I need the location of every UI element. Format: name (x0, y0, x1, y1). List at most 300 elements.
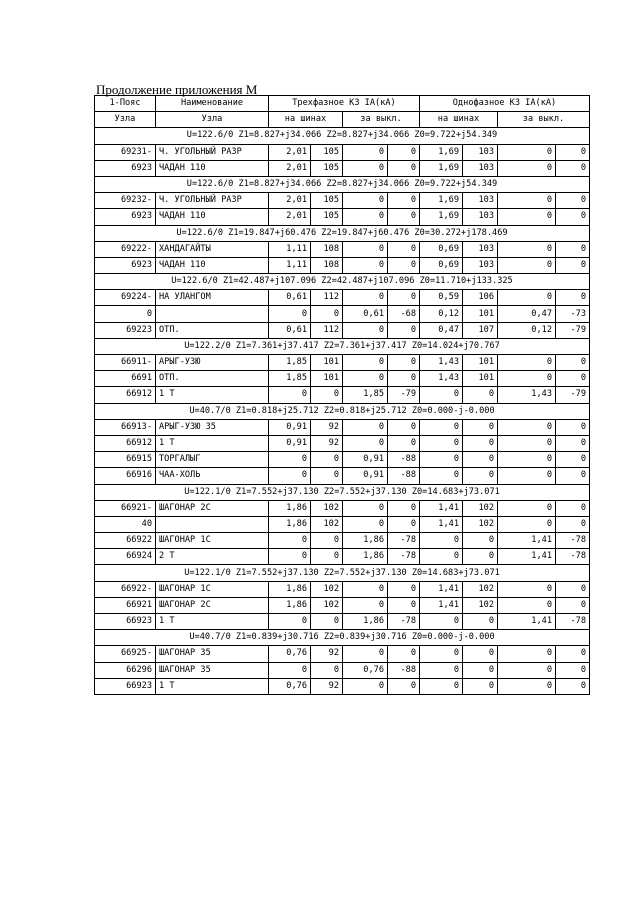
node-cell: 66921 (95, 597, 156, 613)
node-name-cell: ЧАДАН 110 (156, 257, 269, 273)
value-cell: 1,85 (269, 371, 311, 387)
value-cell: 0 (498, 678, 556, 694)
table-row (95, 646, 590, 662)
value-cell: -88 (388, 662, 420, 678)
node-cell: 40 (95, 516, 156, 532)
value-cell: 105 (311, 209, 343, 225)
header-cell: Узла (95, 112, 156, 128)
value-cell: 0 (498, 290, 556, 306)
value-cell: 0 (556, 257, 590, 273)
value-cell: -68 (388, 306, 420, 322)
header-row-2 (95, 112, 590, 128)
node-name-cell (156, 516, 269, 532)
value-cell: 0,69 (420, 257, 463, 273)
value-cell: 101 (463, 371, 498, 387)
value-cell: 0 (269, 549, 311, 565)
value-cell: 1,69 (420, 193, 463, 209)
value-cell: 1,11 (269, 241, 311, 257)
value-cell: -73 (556, 306, 590, 322)
value-cell: 0 (463, 662, 498, 678)
value-cell: 0 (311, 387, 343, 403)
value-cell: 0 (311, 533, 343, 549)
value-cell: 0 (420, 678, 463, 694)
value-cell: 101 (463, 355, 498, 371)
node-name-cell: ШАГОНАР 35 (156, 662, 269, 678)
value-cell: 0 (269, 306, 311, 322)
value-cell: 0 (420, 435, 463, 451)
section-header-row (95, 128, 590, 144)
value-cell: 0 (498, 257, 556, 273)
value-cell: 0,61 (343, 306, 388, 322)
value-cell: 0 (556, 646, 590, 662)
value-cell: 0 (463, 387, 498, 403)
value-cell: 0 (420, 419, 463, 435)
table-row (95, 435, 590, 451)
value-cell: 0 (343, 160, 388, 176)
value-cell: 0 (343, 209, 388, 225)
section-header-row (95, 176, 590, 192)
value-cell: 1,43 (420, 371, 463, 387)
value-cell: 0 (343, 371, 388, 387)
value-cell: 0,12 (498, 322, 556, 338)
value-cell: 0,76 (269, 678, 311, 694)
value-cell: -78 (388, 614, 420, 630)
value-cell: 0 (498, 581, 556, 597)
table-row (95, 241, 590, 257)
value-cell: 0 (343, 290, 388, 306)
node-cell: 66912 (95, 435, 156, 451)
value-cell: 0 (498, 646, 556, 662)
value-cell: 102 (463, 581, 498, 597)
value-cell: 0 (463, 646, 498, 662)
value-cell: 0 (498, 371, 556, 387)
header-row-1 (95, 96, 590, 112)
table-row (95, 614, 590, 630)
value-cell: 112 (311, 290, 343, 306)
value-cell: 103 (463, 160, 498, 176)
value-cell: 1,86 (343, 533, 388, 549)
node-name-cell: ШАГОНАР 35 (156, 646, 269, 662)
section-header-row (95, 403, 590, 419)
table-row (95, 468, 590, 484)
node-name-cell: ТОРГАЛЫГ (156, 452, 269, 468)
section-parameters: U=122.1/0 Z1=7.552+j37.130 Z2=7.552+j37.130 Z0=14.683+j73.071 (95, 565, 590, 581)
value-cell: 0 (556, 290, 590, 306)
value-cell: 0 (343, 322, 388, 338)
node-name-cell: 1 Т (156, 614, 269, 630)
node-name-cell: ШАГОНАР 1С (156, 533, 269, 549)
value-cell: 0 (420, 387, 463, 403)
value-cell: 101 (311, 355, 343, 371)
value-cell: 92 (311, 678, 343, 694)
value-cell: 0 (269, 452, 311, 468)
value-cell: 1,41 (420, 500, 463, 516)
value-cell: 0 (311, 306, 343, 322)
value-cell: 101 (463, 306, 498, 322)
value-cell: 108 (311, 257, 343, 273)
table-row (95, 419, 590, 435)
value-cell: 2,01 (269, 160, 311, 176)
section-parameters: U=122.6/0 Z1=42.487+j107.096 Z2=42.487+j107.096 Z0=11.710+j133.325 (95, 274, 590, 290)
value-cell: 0 (269, 662, 311, 678)
value-cell: -88 (388, 468, 420, 484)
value-cell: -78 (388, 549, 420, 565)
value-cell: 0 (269, 468, 311, 484)
value-cell: 103 (463, 209, 498, 225)
header-cell: Наименование (156, 96, 269, 112)
node-cell: 66924 (95, 549, 156, 565)
node-name-cell: ХАНДАГАЙТЫ (156, 241, 269, 257)
table-row (95, 257, 590, 273)
value-cell: 0,59 (420, 290, 463, 306)
value-cell: 0 (388, 322, 420, 338)
value-cell: 0 (498, 452, 556, 468)
header-cell: Однофазное КЗ IA(кА) (420, 96, 590, 112)
value-cell: 0 (343, 419, 388, 435)
value-cell: 0 (463, 452, 498, 468)
node-name-cell: ЧАДАН 110 (156, 160, 269, 176)
value-cell: 0 (269, 533, 311, 549)
header-cell: за выкл. (343, 112, 420, 128)
value-cell: 0 (343, 581, 388, 597)
value-cell: 102 (311, 581, 343, 597)
header-cell: на шинах (420, 112, 498, 128)
header-cell: Узла (156, 112, 269, 128)
value-cell: 106 (463, 290, 498, 306)
value-cell: 0,91 (269, 419, 311, 435)
value-cell: 0 (388, 144, 420, 160)
value-cell: 0 (420, 549, 463, 565)
value-cell: 0 (420, 662, 463, 678)
value-cell: -78 (388, 533, 420, 549)
value-cell: 0 (498, 500, 556, 516)
value-cell: 0 (343, 193, 388, 209)
value-cell: 0 (343, 241, 388, 257)
node-name-cell: ШАГОНАР 1С (156, 581, 269, 597)
value-cell: 1,69 (420, 144, 463, 160)
value-cell: 0 (463, 468, 498, 484)
value-cell: 0 (498, 662, 556, 678)
value-cell: 92 (311, 419, 343, 435)
page-caption: Продолжение приложения М (96, 82, 258, 97)
value-cell: 102 (311, 516, 343, 532)
value-cell: 0 (343, 355, 388, 371)
value-cell: 0 (388, 581, 420, 597)
value-cell: 92 (311, 435, 343, 451)
value-cell: 1,41 (420, 597, 463, 613)
value-cell: 0 (498, 419, 556, 435)
node-cell: 6923 (95, 209, 156, 225)
node-cell: 66912 (95, 387, 156, 403)
table-row (95, 678, 590, 694)
section-header-row (95, 630, 590, 646)
value-cell: 0 (388, 290, 420, 306)
value-cell: 0 (388, 371, 420, 387)
value-cell: 0 (388, 160, 420, 176)
value-cell: -78 (556, 533, 590, 549)
value-cell: 1,43 (420, 355, 463, 371)
value-cell: 0 (556, 209, 590, 225)
node-cell: 66923 (95, 678, 156, 694)
node-name-cell: 1 Т (156, 678, 269, 694)
node-name-cell: ШАГОНАР 2С (156, 597, 269, 613)
value-cell: 0 (420, 614, 463, 630)
table-row (95, 290, 590, 306)
section-parameters: U=122.2/0 Z1=7.361+j37.417 Z2=7.361+j37.417 Z0=14.024+j70.767 (95, 338, 590, 354)
node-name-cell: АРЫГ-УЗЮ 35 (156, 419, 269, 435)
node-cell: 66915 (95, 452, 156, 468)
value-cell: 0 (498, 144, 556, 160)
value-cell: 0 (311, 614, 343, 630)
table-row (95, 581, 590, 597)
header-cell: Трехфазное КЗ IA(кА) (269, 96, 420, 112)
value-cell: 0 (343, 597, 388, 613)
node-cell: 0 (95, 306, 156, 322)
value-cell: 0 (388, 257, 420, 273)
section-header-row (95, 484, 590, 500)
value-cell: 0 (388, 435, 420, 451)
value-cell: 0 (556, 241, 590, 257)
node-cell: 66911- (95, 355, 156, 371)
value-cell: 0 (311, 452, 343, 468)
value-cell: 0 (388, 241, 420, 257)
value-cell: 1,85 (343, 387, 388, 403)
value-cell: 0 (388, 500, 420, 516)
value-cell: 2,01 (269, 209, 311, 225)
value-cell: 0,69 (420, 241, 463, 257)
value-cell: 0 (343, 500, 388, 516)
value-cell: 0 (556, 662, 590, 678)
value-cell: 0 (388, 355, 420, 371)
value-cell: 0 (311, 549, 343, 565)
value-cell: 0 (556, 597, 590, 613)
value-cell: 0 (388, 193, 420, 209)
table-row (95, 209, 590, 225)
value-cell: 1,41 (420, 581, 463, 597)
value-cell: 1,41 (420, 516, 463, 532)
value-cell: 0,47 (498, 306, 556, 322)
value-cell: 0,61 (269, 290, 311, 306)
value-cell: 0 (420, 533, 463, 549)
table-row (95, 355, 590, 371)
value-cell: 0 (556, 371, 590, 387)
value-cell: 0 (556, 160, 590, 176)
node-cell: 66922- (95, 581, 156, 597)
value-cell: 103 (463, 241, 498, 257)
value-cell: 0,76 (269, 646, 311, 662)
fault-current-table (94, 95, 590, 695)
value-cell: -79 (556, 322, 590, 338)
value-cell: 2,01 (269, 144, 311, 160)
node-name-cell: АРЫГ-УЗЮ (156, 355, 269, 371)
value-cell: 102 (463, 500, 498, 516)
value-cell: 105 (311, 160, 343, 176)
value-cell: 0 (556, 144, 590, 160)
value-cell: 0,61 (269, 322, 311, 338)
value-cell: 102 (311, 500, 343, 516)
node-name-cell: ЧАА-ХОЛЬ (156, 468, 269, 484)
value-cell: 1,86 (269, 516, 311, 532)
section-parameters: U=122.6/0 Z1=19.847+j60.476 Z2=19.847+j60.476 Z0=30.272+j178.469 (95, 225, 590, 241)
node-name-cell: НА УЛАНГОМ (156, 290, 269, 306)
value-cell: 0,47 (420, 322, 463, 338)
value-cell: 0 (343, 678, 388, 694)
value-cell: 0 (463, 533, 498, 549)
value-cell: 0 (556, 468, 590, 484)
value-cell: 0 (388, 597, 420, 613)
value-cell: 1,86 (269, 500, 311, 516)
value-cell: 108 (311, 241, 343, 257)
section-header-row (95, 565, 590, 581)
node-cell: 66925- (95, 646, 156, 662)
table-row (95, 516, 590, 532)
node-cell: 6923 (95, 257, 156, 273)
table-row (95, 160, 590, 176)
value-cell: 0 (556, 193, 590, 209)
value-cell: 92 (311, 646, 343, 662)
node-cell: 66296 (95, 662, 156, 678)
value-cell: 1,86 (343, 549, 388, 565)
value-cell: 1,69 (420, 209, 463, 225)
value-cell: 1,43 (498, 387, 556, 403)
value-cell: 1,86 (269, 581, 311, 597)
value-cell: 0 (498, 209, 556, 225)
value-cell: 0 (388, 516, 420, 532)
value-cell: 0 (343, 646, 388, 662)
value-cell: 0 (498, 597, 556, 613)
value-cell: 105 (311, 144, 343, 160)
node-cell: 66913- (95, 419, 156, 435)
section-header-row (95, 225, 590, 241)
value-cell: 101 (311, 371, 343, 387)
value-cell: 0 (498, 516, 556, 532)
value-cell: 102 (463, 516, 498, 532)
value-cell: -78 (556, 614, 590, 630)
node-name-cell: 2 Т (156, 549, 269, 565)
value-cell: 0 (498, 468, 556, 484)
node-cell: 69231- (95, 144, 156, 160)
value-cell: 0 (343, 144, 388, 160)
value-cell: 0 (498, 355, 556, 371)
value-cell: 0 (311, 662, 343, 678)
value-cell: 0,91 (269, 435, 311, 451)
value-cell: 0 (556, 581, 590, 597)
value-cell: -88 (388, 452, 420, 468)
value-cell: 0 (420, 468, 463, 484)
value-cell: 107 (463, 322, 498, 338)
value-cell: 0 (269, 614, 311, 630)
value-cell: 0 (498, 241, 556, 257)
section-parameters: U=122.6/0 Z1=8.827+j34.066 Z2=8.827+j34.066 Z0=9.722+j54.349 (95, 176, 590, 192)
value-cell: 0 (343, 516, 388, 532)
value-cell: 0 (498, 435, 556, 451)
value-cell: 1,86 (269, 597, 311, 613)
value-cell: 0 (388, 209, 420, 225)
table-row (95, 144, 590, 160)
value-cell: 0 (498, 160, 556, 176)
node-name-cell: ОТП. (156, 322, 269, 338)
value-cell: 0 (463, 678, 498, 694)
value-cell: 0 (498, 193, 556, 209)
node-cell: 66916 (95, 468, 156, 484)
value-cell: 0 (269, 387, 311, 403)
node-cell: 6923 (95, 160, 156, 176)
value-cell: 0 (556, 435, 590, 451)
node-cell: 69232- (95, 193, 156, 209)
node-cell: 69224- (95, 290, 156, 306)
node-name-cell: 1 Т (156, 387, 269, 403)
table-row (95, 597, 590, 613)
table-row (95, 500, 590, 516)
value-cell: 0 (463, 419, 498, 435)
value-cell: 0 (556, 500, 590, 516)
value-cell: 0,91 (343, 468, 388, 484)
value-cell: 0 (420, 452, 463, 468)
node-cell: 69222- (95, 241, 156, 257)
node-name-cell: ЧАДАН 110 (156, 209, 269, 225)
table-row (95, 452, 590, 468)
section-header-row (95, 274, 590, 290)
value-cell: 0 (556, 355, 590, 371)
section-header-row (95, 338, 590, 354)
node-cell: 69223 (95, 322, 156, 338)
value-cell: 102 (311, 597, 343, 613)
node-cell: 66923 (95, 614, 156, 630)
value-cell: -79 (556, 387, 590, 403)
table-row (95, 371, 590, 387)
node-name-cell: 1 Т (156, 435, 269, 451)
table-row (95, 662, 590, 678)
section-parameters: U=122.1/0 Z1=7.552+j37.130 Z2=7.552+j37.130 Z0=14.683+j73.071 (95, 484, 590, 500)
value-cell: 0 (463, 435, 498, 451)
node-name-cell: Ч. УГОЛЬНЫЙ РАЗР (156, 144, 269, 160)
value-cell: 0 (388, 678, 420, 694)
value-cell: 0 (463, 549, 498, 565)
value-cell: 1,69 (420, 160, 463, 176)
header-cell: 1-Пояс (95, 96, 156, 112)
value-cell: 0 (420, 646, 463, 662)
node-cell: 66921- (95, 500, 156, 516)
value-cell: 102 (463, 597, 498, 613)
section-parameters: U=122.6/0 Z1=8.827+j34.066 Z2=8.827+j34.066 Z0=9.722+j54.349 (95, 128, 590, 144)
value-cell: 0 (556, 452, 590, 468)
node-cell: 66922 (95, 533, 156, 549)
section-parameters: U=40.7/0 Z1=0.818+j25.712 Z2=0.818+j25.712 Z0=0.000-j-0.000 (95, 403, 590, 419)
value-cell: 103 (463, 257, 498, 273)
value-cell: 1,41 (498, 614, 556, 630)
value-cell: 105 (311, 193, 343, 209)
value-cell: 0,91 (343, 452, 388, 468)
value-cell: 1,11 (269, 257, 311, 273)
value-cell: 103 (463, 144, 498, 160)
value-cell: 1,86 (343, 614, 388, 630)
node-name-cell: ОТП. (156, 371, 269, 387)
value-cell: 112 (311, 322, 343, 338)
table-row (95, 533, 590, 549)
node-name-cell (156, 306, 269, 322)
value-cell: 0 (556, 678, 590, 694)
table-row (95, 193, 590, 209)
value-cell: 0,76 (343, 662, 388, 678)
table-row (95, 322, 590, 338)
table-row (95, 306, 590, 322)
value-cell: 1,41 (498, 549, 556, 565)
node-cell: 6691 (95, 371, 156, 387)
value-cell: -79 (388, 387, 420, 403)
value-cell: 0 (556, 516, 590, 532)
table-body (95, 96, 590, 695)
value-cell: 0 (343, 435, 388, 451)
